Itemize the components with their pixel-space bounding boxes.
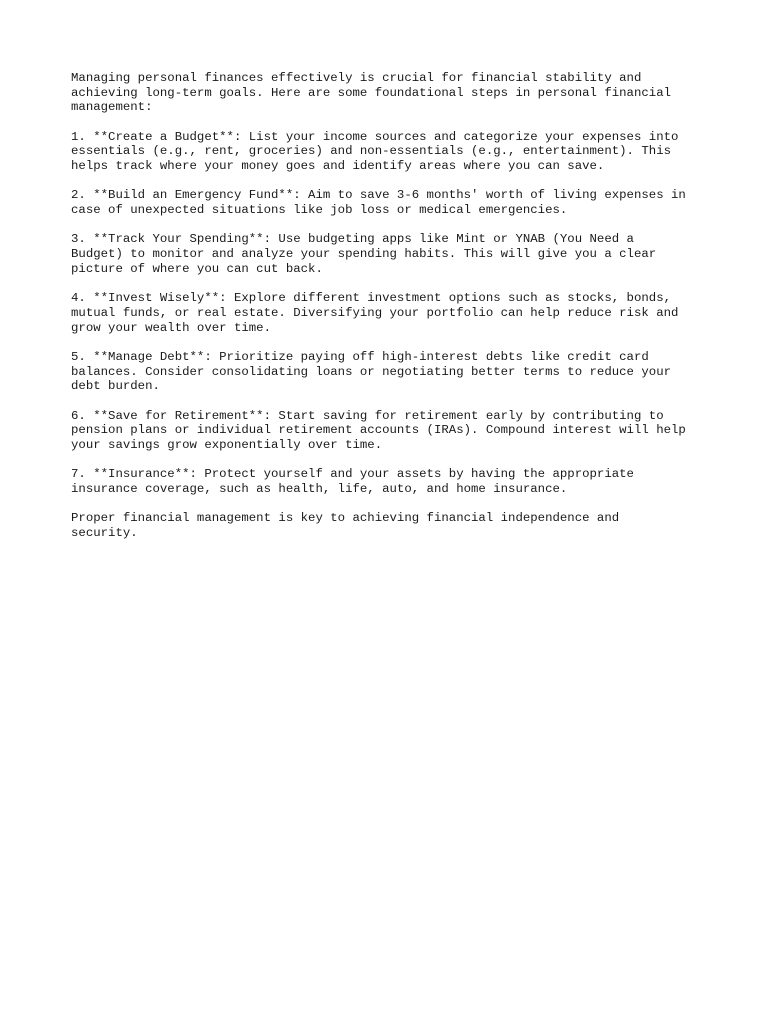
step-7-insurance: 7. **Insurance**: Protect yourself and your assets by having the appropriate insurance coverage, such as health, life, auto, and home insurance. — [71, 467, 634, 496]
step-4-invest-wisely: 4. **Invest Wisely**: Explore different investment options such as stocks, bonds, mutual funds, or real estate. Diversifying your portfolio can help reduce risk and grow your wealth over time. — [71, 291, 679, 335]
step-6-save-retirement: 6. **Save for Retirement**: Start saving for retirement early by contributing to pension plans or individual retirement accounts (IRAs). Compound interest will help your savings grow exponentially over time. — [71, 408, 686, 452]
intro-paragraph: Managing personal finances effectively is crucial for financial stability and achieving long-term goals. Here are some foundational steps in personal financial management: — [71, 71, 672, 115]
step-1-create-budget: 1. **Create a Budget**: List your income sources and categorize your expenses into essentials (e.g., rent, groceries) and non-essentials (e.g., entertainment). This helps track where your money goes and identify areas where you can save. — [71, 129, 679, 174]
step-3-track-spending: 3. **Track Your Spending**: Use budgeting apps like Mint or YNAB (You Need a Budget) to monitor and analyze your spending habits. This will give you a clear picture of where you can cut back. — [71, 232, 657, 276]
step-5-manage-debt: 5. **Manage Debt**: Prioritize paying off high-interest debts like credit card balances. Consider consolidating loans or negotiating better terms to reduce your debt burden. — [71, 349, 672, 394]
closing-paragraph: Proper financial management is key to achieving financial independence and security. — [71, 511, 620, 540]
document-page — [71, 71, 711, 555]
step-2-emergency-fund: 2. **Build an Emergency Fund**: Aim to save 3-6 months' worth of living expenses in case of unexpected situations like job loss or medical emergencies. — [71, 188, 686, 218]
